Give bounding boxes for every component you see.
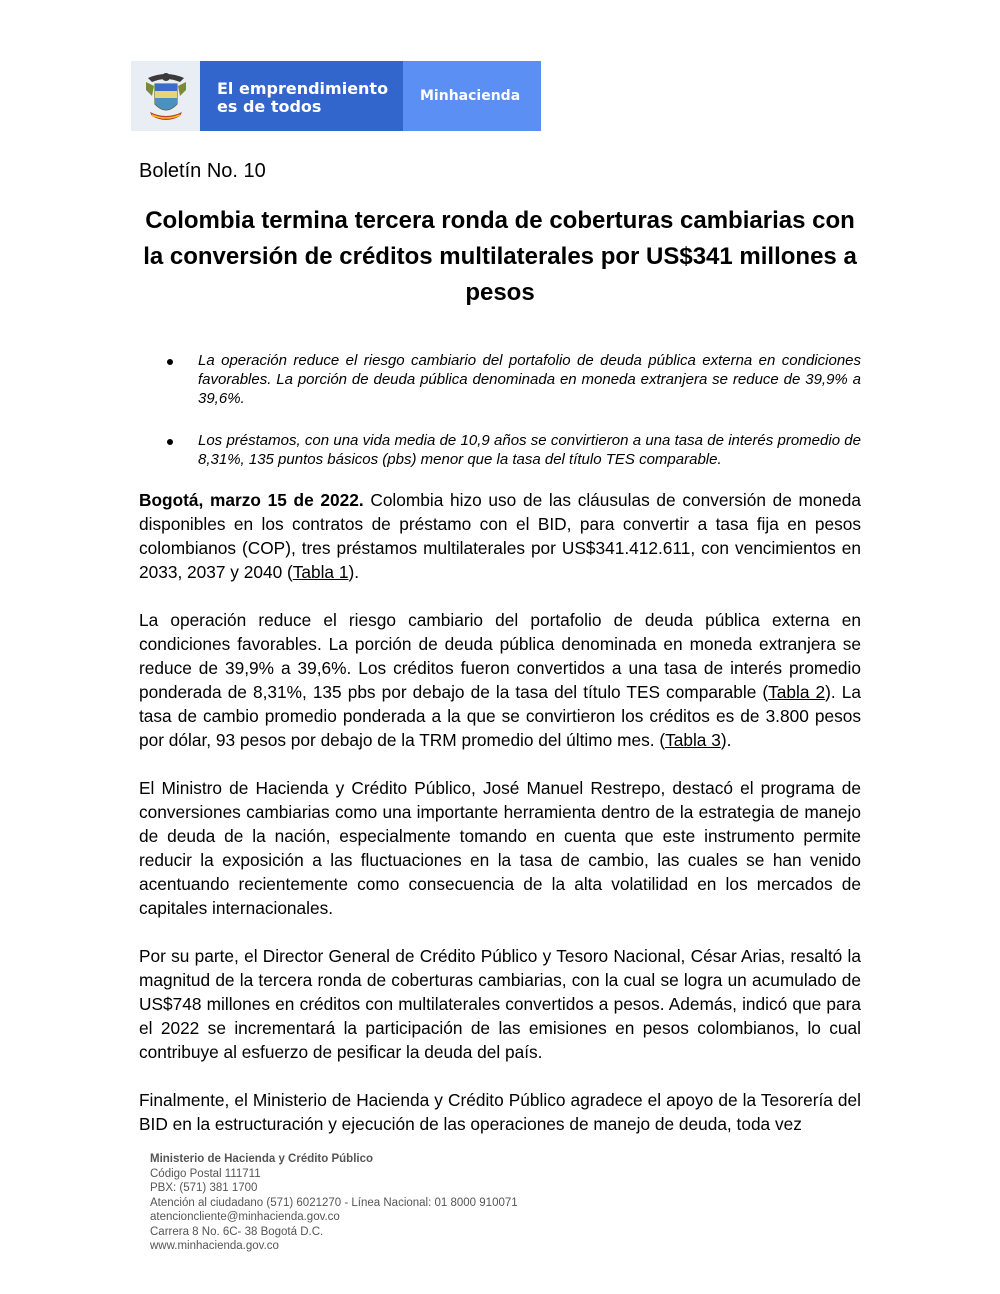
coat-of-arms-icon [144, 68, 188, 124]
tabla-1-link[interactable]: Tabla 1 [292, 562, 349, 582]
footer-postal: Código Postal 111711 [150, 1167, 261, 1180]
highlight-text: La operación reduce el riesgo cambiario del portafolio de deuda pública externa en condiciones favorables. La porción de deuda pública denominada en moneda extranjera se reduce de 39,9% a 39,6%. [198, 352, 861, 407]
header-banner [131, 61, 541, 131]
footer-contact [150, 1152, 518, 1254]
paragraph-2 [139, 608, 861, 752]
paragraph-text: ). [348, 562, 360, 582]
footer-phone: PBX: (571) 381 1700 [150, 1182, 258, 1194]
footer-address: Carrera 8 No. 6C- 38 Bogotá D.C. [150, 1225, 324, 1238]
highlight-item [139, 351, 861, 408]
bulletin-number: Boletín No. 10 [139, 160, 266, 182]
footer-website[interactable]: www.minhacienda.gov.co [150, 1240, 279, 1252]
ministry-brand: Minhacienda [403, 61, 541, 131]
paragraph-5: Finalmente, el Ministerio de Hacienda y Crédito Público agradece el apoyo de la Tesorería del BID en la estructuración y ejecución de las operaciones de manejo de deuda, toda vez [139, 1090, 861, 1134]
footer-email[interactable]: atencioncliente@minhacienda.gov.co [150, 1211, 340, 1223]
paragraph-1 [139, 488, 861, 584]
slogan-line-2: es de todos [217, 97, 322, 116]
coat-of-arms-logo [131, 61, 200, 131]
highlight-item [139, 431, 861, 469]
footer-attention: Atención al ciudadano (571) 6021270 - Línea Nacional: 01 8000 910071 [150, 1196, 518, 1209]
paragraph-text: ). La tasa de cambio promedio ponderada a la que se convirtieron los créditos es de 3.800 pesos por dólar, 93 pesos por debajo de la TRM promedio del último mes. ( [139, 682, 861, 750]
dateline: Bogotá, marzo 15 de 2022. [139, 490, 364, 510]
paragraph-text: Colombia hizo uso de las cláusulas de conversión de moneda disponibles en los contratos de préstamo con el BID, para convertir a tasa fija en pesos colombianos (COP), tres préstamos multilaterales por US$341.412.611, con vencimientos en 2033, 2037 y 2040 ( [139, 490, 861, 582]
government-slogan [200, 61, 403, 131]
slogan-line-1: El emprendimiento [217, 79, 389, 98]
tabla-2-link[interactable]: Tabla 2 [768, 682, 826, 702]
highlights-list [139, 351, 861, 492]
paragraph-text: La operación reduce el riesgo cambiario del portafolio de deuda pública externa en condiciones favorables. La porción de deuda pública denominada en moneda extranjera se reduce de 39,9% a 39,6%. Los créditos fueron convertidos a una tasa de interés promedio ponderada de 8,31%, 135 pbs por debajo de la tasa del título TES comparable ( [139, 610, 861, 702]
article-body [139, 488, 861, 1160]
paragraph-text: ). [720, 730, 732, 750]
footer-org: Ministerio de Hacienda y Crédito Público [150, 1153, 374, 1165]
paragraph-3: El Ministro de Hacienda y Crédito Público, José Manuel Restrepo, destacó el programa de conversiones cambiarias como una importante herramienta dentro de la estrategia de manejo de deuda de la nación, especialmente tomando en cuenta que este instrumento permite reducir la exposición a las fluctuaciones en la tasa de cambio, las cuales se han venido acentuando recientemente como consecuencia de la alta volatilidad en los mercados de capitales internacionales. [139, 778, 861, 918]
headline: Colombia termina tercera ronda de coberturas cambiarias con la conversión de créditos multilaterales por US$341 millones a pesos [143, 207, 857, 306]
bullet-icon [167, 439, 173, 445]
highlight-text: Los préstamos, con una vida media de 10,9 años se convirtieron a una tasa de interés promedio de 8,31%, 135 puntos básicos (pbs) menor que la tasa del título TES comparable. [198, 432, 861, 468]
paragraph-4: Por su parte, el Director General de Crédito Público y Tesoro Nacional, César Arias, resaltó la magnitud de la tercera ronda de coberturas cambiarias, con la cual se logra un acumulado de US$748 millones en créditos con multilaterales convertidos a pesos. Además, indicó que para el 2022 se incrementará la participación de las emisiones en pesos colombianos, lo cual contribuye al esfuerzo de pesificar la deuda del país. [139, 946, 861, 1062]
tabla-3-link[interactable]: Tabla 3 [665, 730, 721, 750]
bullet-icon [167, 359, 173, 365]
